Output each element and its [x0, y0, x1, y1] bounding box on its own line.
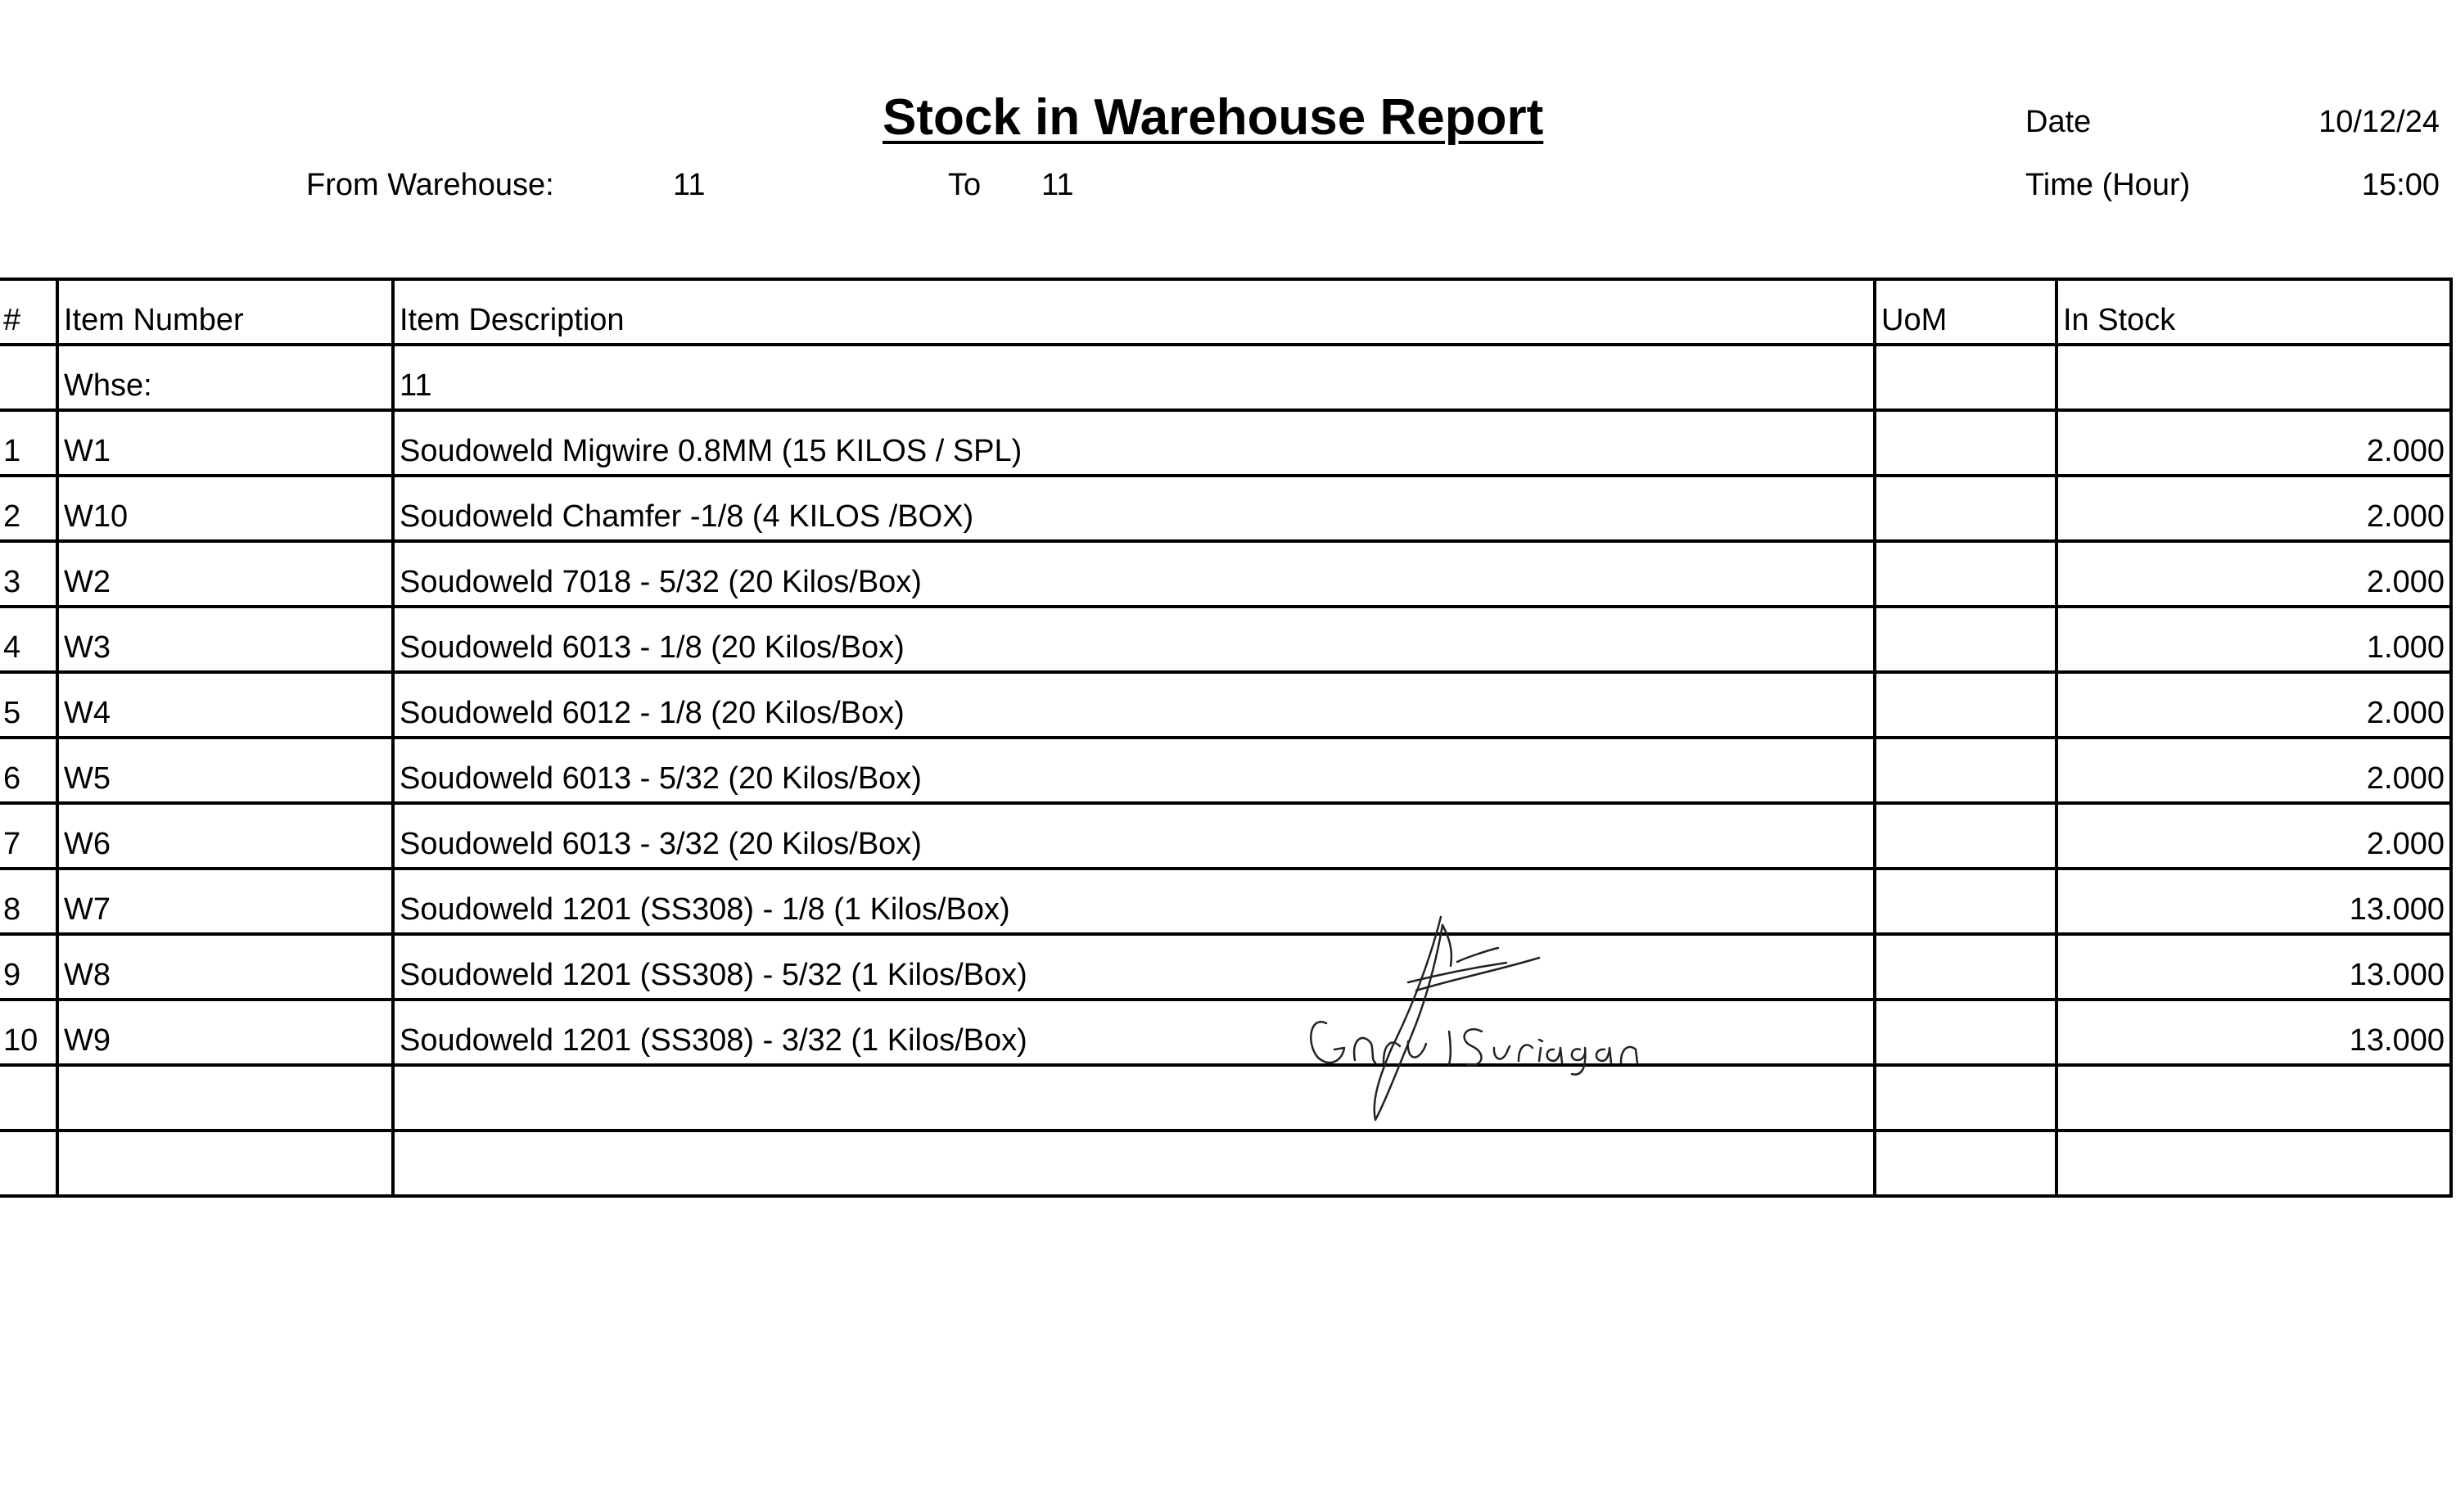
column-header-item-description: Item Description	[393, 279, 1875, 345]
row-in-stock: 2.000	[2056, 738, 2451, 803]
empty-cell	[2056, 1065, 2451, 1131]
row-in-stock: 2.000	[2056, 410, 2451, 476]
whse-row	[0, 345, 2451, 410]
row-item-number: W5	[57, 738, 393, 803]
row-index: 9	[0, 934, 57, 1000]
row-item-description: Soudoweld 1201 (SS308) - 1/8 (1 Kilos/Box)	[393, 869, 1875, 934]
row-item-number: W3	[57, 607, 393, 672]
table-row	[0, 672, 2451, 738]
row-in-stock: 2.000	[2056, 541, 2451, 607]
row-uom	[1875, 869, 2056, 934]
row-item-description: Soudoweld 7018 - 5/32 (20 Kilos/Box)	[393, 541, 1875, 607]
column-header-uom: UoM	[1875, 279, 2056, 345]
row-in-stock: 13.000	[2056, 1000, 2451, 1065]
row-item-description: Soudoweld Migwire 0.8MM (15 KILOS / SPL)	[393, 410, 1875, 476]
empty-cell	[2056, 1131, 2451, 1196]
row-index: 2	[0, 476, 57, 541]
row-uom	[1875, 803, 2056, 869]
time-label: Time (Hour)	[2025, 168, 2191, 202]
row-uom	[1875, 607, 2056, 672]
time-value: 15:00	[2361, 168, 2440, 202]
row-uom	[1875, 934, 2056, 1000]
row-item-number: W7	[57, 869, 393, 934]
row-item-number: W2	[57, 541, 393, 607]
row-index: 5	[0, 672, 57, 738]
row-in-stock: 13.000	[2056, 934, 2451, 1000]
table-header-row	[0, 279, 2451, 345]
whse-row-uom	[1875, 345, 2056, 410]
row-item-description: Soudoweld 1201 (SS308) - 5/32 (1 Kilos/Box)	[393, 934, 1875, 1000]
empty-cell	[0, 1131, 57, 1196]
date-label: Date	[2025, 105, 2092, 139]
row-in-stock: 13.000	[2056, 869, 2451, 934]
row-item-number: W4	[57, 672, 393, 738]
row-in-stock: 2.000	[2056, 672, 2451, 738]
row-uom	[1875, 410, 2056, 476]
row-index: 3	[0, 541, 57, 607]
empty-row	[0, 1065, 2451, 1131]
table-row	[0, 541, 2451, 607]
table-row	[0, 869, 2451, 934]
to-warehouse-value: 11	[1041, 168, 1074, 202]
row-index: 7	[0, 803, 57, 869]
row-index: 8	[0, 869, 57, 934]
empty-cell	[0, 1065, 57, 1131]
row-item-description: Soudoweld 1201 (SS308) - 3/32 (1 Kilos/Box)	[393, 1000, 1875, 1065]
row-item-description: Soudoweld 6012 - 1/8 (20 Kilos/Box)	[393, 672, 1875, 738]
row-item-number: W8	[57, 934, 393, 1000]
date-value: 10/12/24	[2318, 105, 2440, 139]
table-row	[0, 803, 2451, 869]
row-uom	[1875, 672, 2056, 738]
row-in-stock: 2.000	[2056, 803, 2451, 869]
whse-label: Whse:	[57, 345, 393, 410]
table-row	[0, 410, 2451, 476]
row-item-number: W10	[57, 476, 393, 541]
stock-table	[0, 278, 2453, 1198]
to-warehouse-label: To	[948, 168, 982, 202]
row-item-description: Soudoweld Chamfer -1/8 (4 KILOS /BOX)	[393, 476, 1875, 541]
row-in-stock: 2.000	[2056, 476, 2451, 541]
column-header-index: #	[0, 279, 57, 345]
table-row	[0, 476, 2451, 541]
row-uom	[1875, 476, 2056, 541]
empty-cell	[57, 1065, 393, 1131]
empty-cell	[1875, 1065, 2056, 1131]
empty-cell	[57, 1131, 393, 1196]
table-row	[0, 607, 2451, 672]
row-item-description: Soudoweld 6013 - 1/8 (20 Kilos/Box)	[393, 607, 1875, 672]
from-warehouse-value: 11	[673, 168, 706, 202]
empty-cell	[1875, 1131, 2056, 1196]
table-row	[0, 738, 2451, 803]
table-row	[0, 934, 2451, 1000]
empty-cell	[393, 1065, 1875, 1131]
row-index: 1	[0, 410, 57, 476]
row-uom	[1875, 541, 2056, 607]
empty-row	[0, 1131, 2451, 1196]
table-row	[0, 1000, 2451, 1065]
whse-row-stock	[2056, 345, 2451, 410]
column-header-item-number: Item Number	[57, 279, 393, 345]
row-item-description: Soudoweld 6013 - 5/32 (20 Kilos/Box)	[393, 738, 1875, 803]
from-warehouse-label: From Warehouse:	[306, 168, 554, 202]
whse-value: 11	[393, 345, 1875, 410]
row-index: 4	[0, 607, 57, 672]
row-index: 6	[0, 738, 57, 803]
column-header-in-stock: In Stock	[2056, 279, 2451, 345]
row-in-stock: 1.000	[2056, 607, 2451, 672]
row-item-number: W1	[57, 410, 393, 476]
row-item-description: Soudoweld 6013 - 3/32 (20 Kilos/Box)	[393, 803, 1875, 869]
report-title: Stock in Warehouse Report	[883, 89, 1544, 146]
row-item-number: W6	[57, 803, 393, 869]
row-item-number: W9	[57, 1000, 393, 1065]
row-index: 10	[0, 1000, 57, 1065]
row-uom	[1875, 1000, 2056, 1065]
row-uom	[1875, 738, 2056, 803]
whse-row-index	[0, 345, 57, 410]
empty-cell	[393, 1131, 1875, 1196]
